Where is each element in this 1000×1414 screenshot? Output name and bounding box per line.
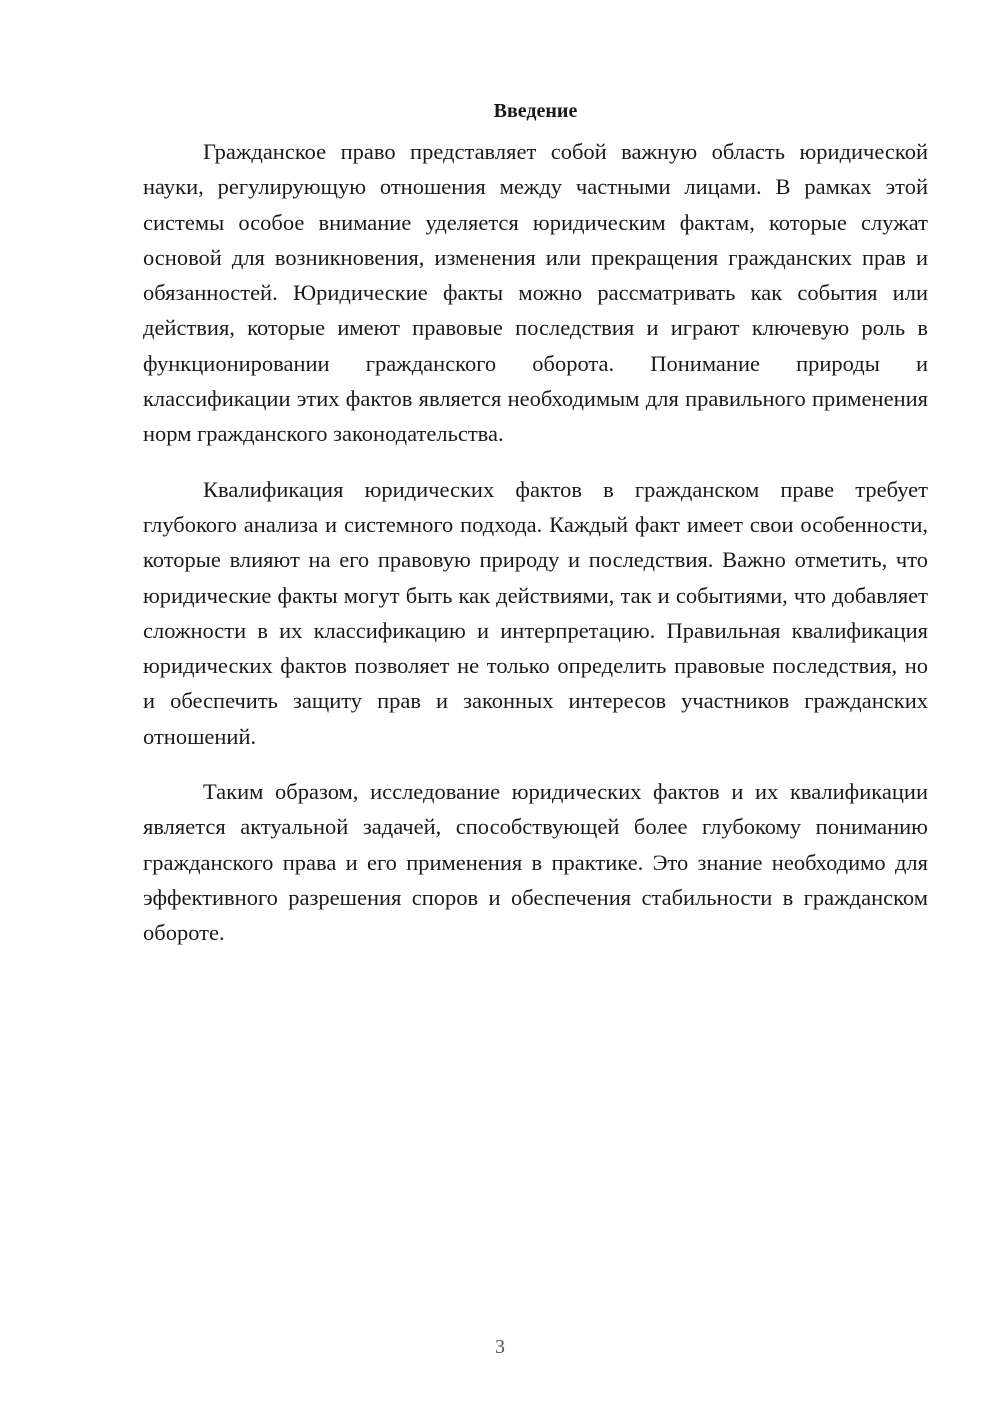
paragraph-2: Квалификация юридических фактов в гражданском праве требует глубокого анализа и системного подхода. Каждый факт имеет свои особенности, которые влияют на его правовую природу и последствия. Важно отметить, что юридические факты могут быть как действиями, так и событиями, что добавляет сложности в их классификацию и интерпретацию. Правильная квалификация юридических фактов позволяет не только определить правовые последствия, но и обеспечить защиту прав и законных интересов участников гражданских отношений.: [143, 476, 928, 749]
paragraph-1: Гражданское право представляет собой важную область юридической науки, регулирующую отношения между частными лицами. В рамках этой системы особое внимание уделяется юридическим фактам, которые служат основой для возникновения, изменения или прекращения гражданских прав и обязанностей. Юридические факты можно рассматривать как события или действия, которые имеют правовые последствия и играют ключевую роль в функционировании гражданского оборота. Понимание природы и классификации этих фактов является необходимым для правильного применения норм гражданского законодательства.: [143, 139, 928, 447]
page-number: 3: [495, 1336, 505, 1358]
page-content: [143, 96, 928, 971]
paragraph-3: Таким образом, исследование юридических фактов и их квалификации является актуальной задачей, способствующей более глубокому пониманию гражданского права и его применения в практике. Это знание необходимо для эффективного разрешения споров и обеспечения стабильности в гражданском обороте.: [143, 779, 928, 946]
section-heading: Введение: [493, 100, 578, 122]
